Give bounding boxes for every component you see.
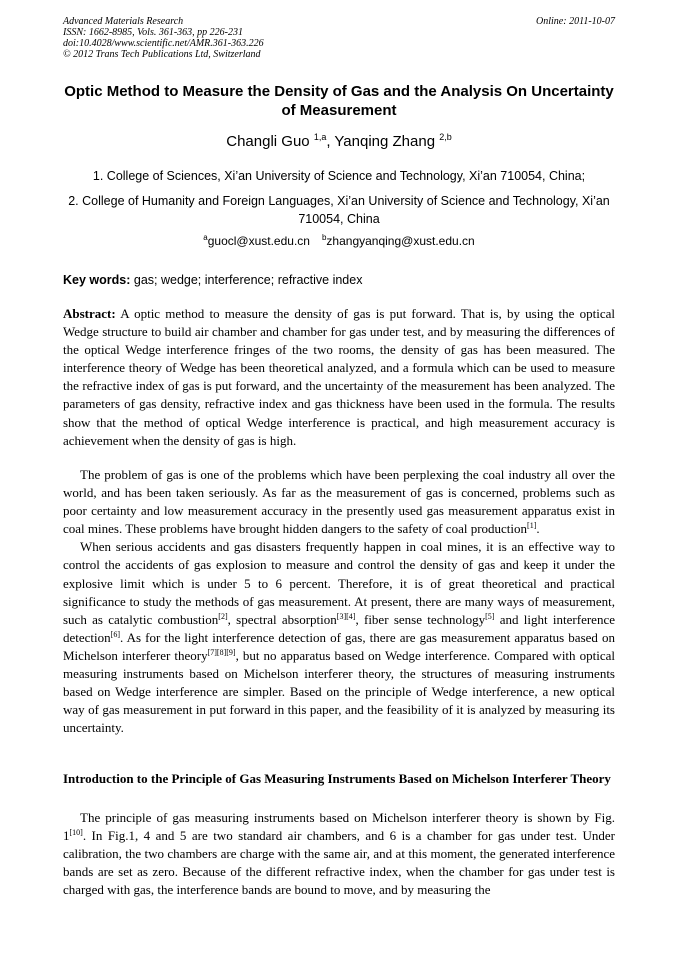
author-line	[63, 132, 615, 152]
affiliation-2: 2. College of Humanity and Foreign Languages, Xi’an University of Science and Technology, Xi’an 710054, China	[68, 194, 610, 226]
citation-ref: [6]	[110, 629, 120, 639]
author-separator: ,	[326, 133, 335, 150]
paper-title: Optic Method to Measure the Density of Gas and the Analysis On Uncertainty of Measurement	[64, 83, 614, 119]
intro-p2-a: When serious accidents and gas disasters frequently happen in coal mines, it is an effective way to control the accidents of gas explosion to measure and control the density of gas and keep it under the explosive limit which is under 5 to 6 percent. Therefore, it is of great theoretical and practical significance to study the methods of gas measurement. At present, there are many ways of measurement, such as catalytic combustion	[63, 539, 615, 627]
section-p-a: The principle of gas measuring instruments based on Michelson interferer theory is shown by Fig. 1	[63, 810, 615, 844]
citation-ref: [7][8][9]	[207, 647, 236, 657]
journal-name: Advanced Materials Research	[63, 16, 184, 27]
section-paragraph-1	[63, 809, 615, 899]
author-1-affiliation-mark: 1,a	[313, 132, 327, 142]
intro-p2-c: , fiber sense technology	[355, 611, 486, 627]
intro-p1-text: The problem of gas is one of the problems which have been perplexing the coal industry all over the world, and has been taken seriously. As far as the measurement of gas is concerned, problems such as poor certainty and low measurement accuracy in the presently used gas measurement apparatus exist in coal mines. These problems have brought hidden dangers to the safety of coal production	[63, 467, 615, 537]
author-1: Changli Guo	[226, 133, 310, 150]
intro-paragraph-2	[63, 538, 615, 737]
citation-ref: [10]	[69, 828, 83, 838]
doi-line: doi:10.4028/www.scientific.net/AMR.361-363.226	[63, 38, 264, 49]
journal-header	[63, 16, 615, 60]
intro-p2-d: and light interference detection	[63, 611, 615, 645]
author-2: Yanqing Zhang	[334, 133, 436, 150]
email-b-mark: b	[321, 233, 327, 242]
introduction-body	[63, 466, 615, 737]
abstract-label: Abstract:	[63, 306, 116, 321]
citation-ref: [5]	[485, 611, 495, 621]
issn-line: ISSN: 1662-8985, Vols. 361-363, pp 226-231	[63, 27, 243, 38]
abstract-text: A optic method to measure the density of gas is put forward. That is, by using the optical Wedge structure to build air chamber and chamber for gas under test, and by measuring the differences of the optical Wedge interference fringes of the two rooms, the density of gas has been measured. The interference theory of Wedge has been theoretical analyzed, and a formula which can be used to measure the refractive index of gas is put forward, and the uncertainty of the measurement has been analyzed. The parameters of gas density, refractive index and gas thickness have been used in the formula. The results show that the method of optical Wedge interference is practical, and high measurement accuracy is achievement when the density of gas is high.	[63, 306, 615, 448]
section-body	[63, 809, 615, 899]
keywords-label: Key words:	[63, 273, 131, 287]
citation-ref: [3][4]	[336, 611, 356, 621]
email-a-mark: a	[203, 233, 208, 242]
email-a[interactable]: guocl@xust.edu.cn	[207, 234, 310, 248]
keywords	[63, 273, 615, 288]
citation-ref: [2]	[218, 611, 228, 621]
email-line	[63, 234, 615, 248]
intro-p2-b: , spectral absorption	[227, 611, 337, 627]
copyright-line: © 2012 Trans Tech Publications Ltd, Switzerland	[63, 49, 261, 60]
intro-p1-end: .	[536, 521, 540, 537]
author-2-affiliation-mark: 2,b	[439, 132, 452, 142]
section-heading: Introduction to the Principle of Gas Measuring Instruments Based on Michelson Interferer Theory	[63, 771, 611, 786]
section-p-b: . In Fig.1, 4 and 5 are two standard air chambers, and 6 is a chamber for gas under test. Under calibration, the two chambers are charge with the same air, and at this moment, the generated interference bands are set as zero. Because of the different refractive index, when the chamber for gas under test is charged with gas, the interference bands are bound to move, and by measuring the	[63, 828, 615, 898]
affiliation-1: 1. College of Sciences, Xi’an University of Science and Technology, Xi’an 710054, China;	[92, 169, 586, 183]
intro-paragraph-1	[63, 466, 615, 538]
abstract	[63, 305, 615, 450]
email-b[interactable]: zhangyanqing@xust.edu.cn	[326, 234, 475, 248]
online-date: Online: 2011-10-07	[536, 16, 615, 27]
citation-ref: [1]	[527, 521, 537, 531]
intro-p2-f: , but no apparatus based on Wedge interference. Compared with optical measuring instruments based on Michelson interferer theory, the structures of measuring instruments based on Wedge interference are simpler. Based on the principle of Wedge interference, a new optical way of gas measurement in put forward in this paper, and the feasibility of it is analyzed by measuring its uncertainty.	[63, 647, 615, 736]
keywords-text: gas; wedge; interference; refractive index	[130, 273, 363, 287]
intro-p2-e: . As for the light interference detection of gas, there are gas measurement apparatus based on Michelson interferer theory	[63, 629, 615, 663]
